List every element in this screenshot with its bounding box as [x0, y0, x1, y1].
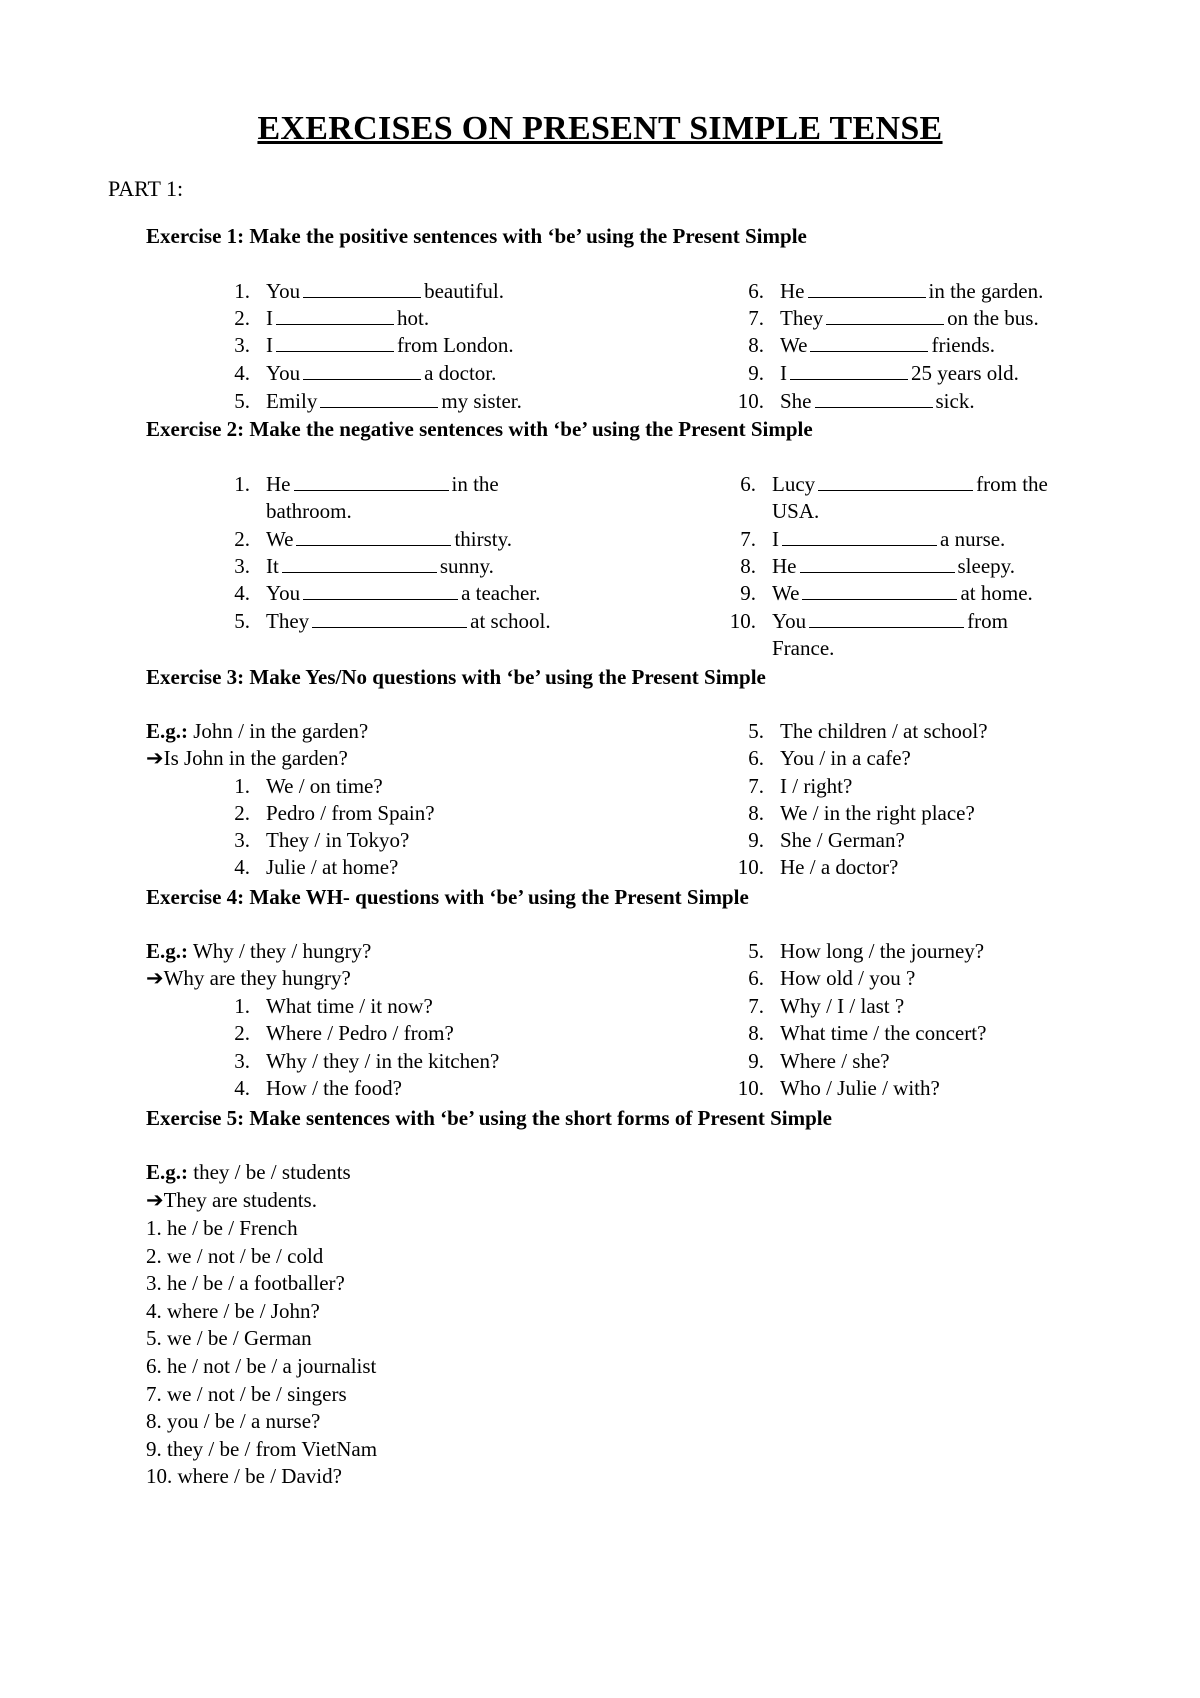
answer-blank	[320, 389, 438, 408]
item-number: 6.	[748, 966, 764, 990]
answer-blank	[802, 581, 957, 600]
exercise-1-heading: Exercise 1: Make the positive sentences with ‘be’ using the Present Simple	[146, 224, 807, 248]
item-subject: I	[772, 527, 779, 551]
exercise-item	[726, 608, 1008, 634]
exercise-5-example	[146, 1159, 351, 1185]
item-number: 1.	[234, 472, 250, 496]
item-subject: Lucy	[772, 472, 816, 496]
item-rest: sleepy.	[957, 554, 1016, 578]
item-number: 5.	[234, 609, 250, 633]
item-text: Where / she?	[780, 1049, 890, 1073]
item-subject: You	[266, 361, 301, 385]
answer-blank	[312, 609, 467, 628]
answer-blank	[790, 361, 908, 380]
exercise-item	[220, 1020, 454, 1046]
item-number: 7.	[740, 527, 756, 551]
exercise-item	[734, 718, 988, 744]
item-number: 7.	[748, 994, 764, 1018]
exercise-item	[734, 854, 898, 880]
item-rest: thirsty.	[454, 527, 513, 551]
item-number: 3.	[234, 1049, 250, 1073]
item-number: 6.	[748, 746, 764, 770]
exercise-item	[734, 332, 995, 358]
exercise-item: 2. we / not / be / cold	[146, 1243, 324, 1268]
item-rest: from	[967, 609, 1008, 633]
item-number: 6.	[748, 279, 764, 303]
item-rest: beautiful.	[424, 279, 504, 303]
exercise-item	[734, 745, 911, 771]
exercise-item	[220, 993, 433, 1019]
item-number: 9.	[748, 828, 764, 852]
item-text: Why / they / in the kitchen?	[266, 1049, 500, 1073]
exercise-4-heading: Exercise 4: Make WH- questions with ‘be’ using the Present Simple	[146, 885, 749, 909]
item-text: She / German?	[780, 828, 905, 852]
exercise-item: 5. we / be / German	[146, 1326, 312, 1351]
exercise-item	[734, 1020, 986, 1046]
item-text: Where / Pedro / from?	[266, 1021, 454, 1045]
answer-blank	[818, 472, 973, 491]
exercise-item	[734, 305, 1039, 331]
item-subject: He	[772, 554, 797, 578]
exercise-item	[734, 388, 975, 414]
item-number: 4.	[234, 1076, 250, 1100]
exercise-item	[220, 526, 512, 552]
answer-blank	[276, 306, 394, 325]
exercise-3-heading: Exercise 3: Make Yes/No questions with ‘be’ using the Present Simple	[146, 665, 766, 689]
item-number: 7.	[748, 306, 764, 330]
item-subject: I	[266, 333, 273, 357]
exercise-item	[220, 800, 435, 826]
exercise-item	[220, 827, 409, 853]
exercise-item	[726, 526, 1005, 552]
item-number: 8.	[748, 1021, 764, 1045]
item-subject: They	[780, 306, 824, 330]
answer-blank	[800, 554, 955, 573]
item-subject: I	[266, 306, 273, 330]
item-text: How long / the journey?	[780, 939, 985, 963]
item-rest: hot.	[397, 306, 430, 330]
item-rest: on the bus.	[947, 306, 1039, 330]
item-number: 3.	[234, 554, 250, 578]
exercise-item: 6. he / not / be / a journalist	[146, 1354, 377, 1378]
item-text: We / in the right place?	[780, 801, 975, 825]
example-label: E.g.:	[146, 939, 188, 963]
item-number: 7.	[748, 774, 764, 798]
exercise-item: 1. he / be / French	[146, 1216, 298, 1240]
item-subject: She	[780, 389, 812, 413]
item-rest: sunny.	[439, 554, 494, 578]
item-rest: friends.	[931, 333, 996, 357]
item-number: 4.	[234, 361, 250, 385]
item-subject: I	[780, 361, 787, 385]
example-text: John / in the garden?	[188, 719, 369, 743]
item-subject: We	[266, 527, 294, 551]
item-text: Pedro / from Spain?	[266, 801, 435, 825]
exercise-item	[734, 1048, 890, 1074]
item-subject: It	[266, 554, 279, 578]
item-number: 4.	[234, 855, 250, 879]
exercise-item: 7. we / not / be / singers	[146, 1381, 347, 1406]
item-subject: He	[266, 472, 291, 496]
exercise-2-heading: Exercise 2: Make the negative sentences with ‘be’ using the Present Simple	[146, 417, 813, 441]
exercise-item	[726, 580, 1033, 606]
item-number: 2.	[234, 527, 250, 551]
item-rest: at school.	[470, 609, 551, 633]
answer-blank	[296, 527, 451, 546]
item-rest: my sister.	[441, 389, 522, 413]
item-number: 3.	[234, 333, 250, 357]
exercise-item	[734, 827, 905, 853]
answer-blank	[810, 333, 928, 352]
example-label: E.g.:	[146, 1160, 188, 1184]
item-text: How / the food?	[266, 1076, 402, 1100]
item-subject: We	[772, 581, 800, 605]
answer-blank	[826, 306, 944, 325]
exercise-item	[220, 388, 522, 414]
item-text: He / a doctor?	[780, 855, 899, 879]
item-rest: a doctor.	[424, 361, 497, 385]
item-number: 9.	[748, 1049, 764, 1073]
item-text: What time / it now?	[266, 994, 433, 1018]
answer-blank	[282, 554, 437, 573]
exercise-item	[220, 360, 496, 386]
answer-blank	[809, 609, 964, 628]
exercise-5-heading: Exercise 5: Make sentences with ‘be’ using the short forms of Present Simple	[146, 1106, 832, 1130]
item-subject: We	[780, 333, 808, 357]
item-number: 3.	[234, 828, 250, 852]
answer-blank	[303, 361, 421, 380]
item-number: 5.	[234, 389, 250, 413]
item-number: 2.	[234, 306, 250, 330]
item-text: How old / you ?	[780, 966, 916, 990]
item-number: 5.	[748, 719, 764, 743]
exercise-item	[220, 580, 540, 606]
example-text: they / be / students	[188, 1160, 351, 1184]
answer-blank	[303, 581, 458, 600]
item-text: Julie / at home?	[266, 855, 399, 879]
item-number: 9.	[740, 581, 756, 605]
exercise-item: 3. he / be / a footballer?	[146, 1271, 345, 1296]
exercise-4-example	[146, 938, 371, 964]
exercise-item: 4. where / be / John?	[146, 1298, 320, 1323]
item-number: 5.	[748, 939, 764, 963]
exercise-item: 10. where / be / David?	[146, 1464, 342, 1489]
item-rest: a nurse.	[940, 527, 1006, 551]
exercise-item: 8. you / be / a nurse?	[146, 1409, 321, 1434]
item-number: 9.	[748, 361, 764, 385]
item-number: 8.	[740, 554, 756, 578]
item-number: 10.	[737, 1076, 764, 1100]
item-continuation: bathroom.	[266, 499, 352, 523]
item-subject: He	[780, 279, 805, 303]
item-continuation: France.	[772, 636, 835, 660]
item-text: We / on time?	[266, 774, 383, 798]
item-text: Who / Julie / with?	[780, 1076, 940, 1100]
item-rest: from the	[976, 472, 1048, 496]
exercise-item	[220, 1075, 402, 1101]
part-label: PART 1:	[108, 176, 184, 201]
exercise-5-example-answer: ➔They are students.	[146, 1188, 317, 1212]
item-text: They / in Tokyo?	[266, 828, 410, 852]
answer-blank	[276, 333, 394, 352]
item-subject: You	[266, 279, 301, 303]
item-number: 8.	[748, 333, 764, 357]
exercise-item	[220, 773, 383, 799]
item-subject: You	[266, 581, 301, 605]
example-label: E.g.:	[146, 719, 188, 743]
item-number: 2.	[234, 801, 250, 825]
exercise-item	[734, 965, 915, 991]
item-number: 6.	[740, 472, 756, 496]
page-title: EXERCISES ON PRESENT SIMPLE TENSE	[257, 110, 943, 147]
item-subject: Emily	[266, 389, 318, 413]
item-text: The children / at school?	[780, 719, 988, 743]
item-number: 8.	[748, 801, 764, 825]
item-number: 10.	[729, 609, 756, 633]
item-text: You / in a cafe?	[780, 746, 911, 770]
exercise-4-example-answer: ➔Why are they hungry?	[146, 966, 351, 990]
item-rest: in the	[451, 472, 499, 496]
item-continuation: USA.	[772, 499, 820, 523]
exercise-item	[734, 773, 852, 799]
exercise-item	[220, 471, 499, 497]
exercise-item	[734, 1075, 940, 1101]
exercise-item	[220, 332, 514, 358]
item-rest: at home.	[960, 581, 1033, 605]
item-number: 10.	[737, 855, 764, 879]
exercise-item	[220, 305, 429, 331]
item-subject: They	[266, 609, 310, 633]
answer-blank	[815, 389, 933, 408]
item-number: 1.	[234, 994, 250, 1018]
item-rest: in the garden.	[928, 279, 1044, 303]
item-rest: from London.	[397, 333, 514, 357]
item-text: What time / the concert?	[780, 1021, 987, 1045]
item-number: 10.	[737, 389, 764, 413]
item-rest: 25 years old.	[911, 361, 1019, 385]
exercise-item	[734, 278, 1043, 304]
exercise-item	[726, 553, 1015, 579]
item-rest: sick.	[935, 389, 975, 413]
item-number: 4.	[234, 581, 250, 605]
answer-blank	[303, 279, 421, 298]
exercise-item	[220, 553, 494, 579]
answer-blank	[294, 472, 449, 491]
exercise-item	[220, 608, 551, 634]
item-text: Why / I / last ?	[780, 994, 905, 1018]
item-number: 1.	[234, 774, 250, 798]
answer-blank	[808, 279, 926, 298]
exercise-3-example	[146, 718, 368, 744]
item-text: I / right?	[780, 774, 853, 798]
answer-blank	[782, 527, 937, 546]
exercise-item	[734, 938, 984, 964]
exercise-item: 9. they / be / from VietNam	[146, 1436, 378, 1461]
exercise-item	[734, 993, 904, 1019]
exercise-item	[726, 471, 1048, 497]
exercise-item	[220, 1048, 499, 1074]
exercise-item	[734, 800, 975, 826]
exercise-item	[220, 278, 504, 304]
exercise-item	[220, 854, 398, 880]
item-number: 1.	[234, 279, 250, 303]
exercise-3-example-answer: ➔Is John in the garden?	[146, 746, 348, 770]
item-rest: a teacher.	[461, 581, 541, 605]
exercise-item	[734, 360, 1019, 386]
item-subject: You	[772, 609, 807, 633]
item-number: 2.	[234, 1021, 250, 1045]
example-text: Why / they / hungry?	[188, 939, 372, 963]
